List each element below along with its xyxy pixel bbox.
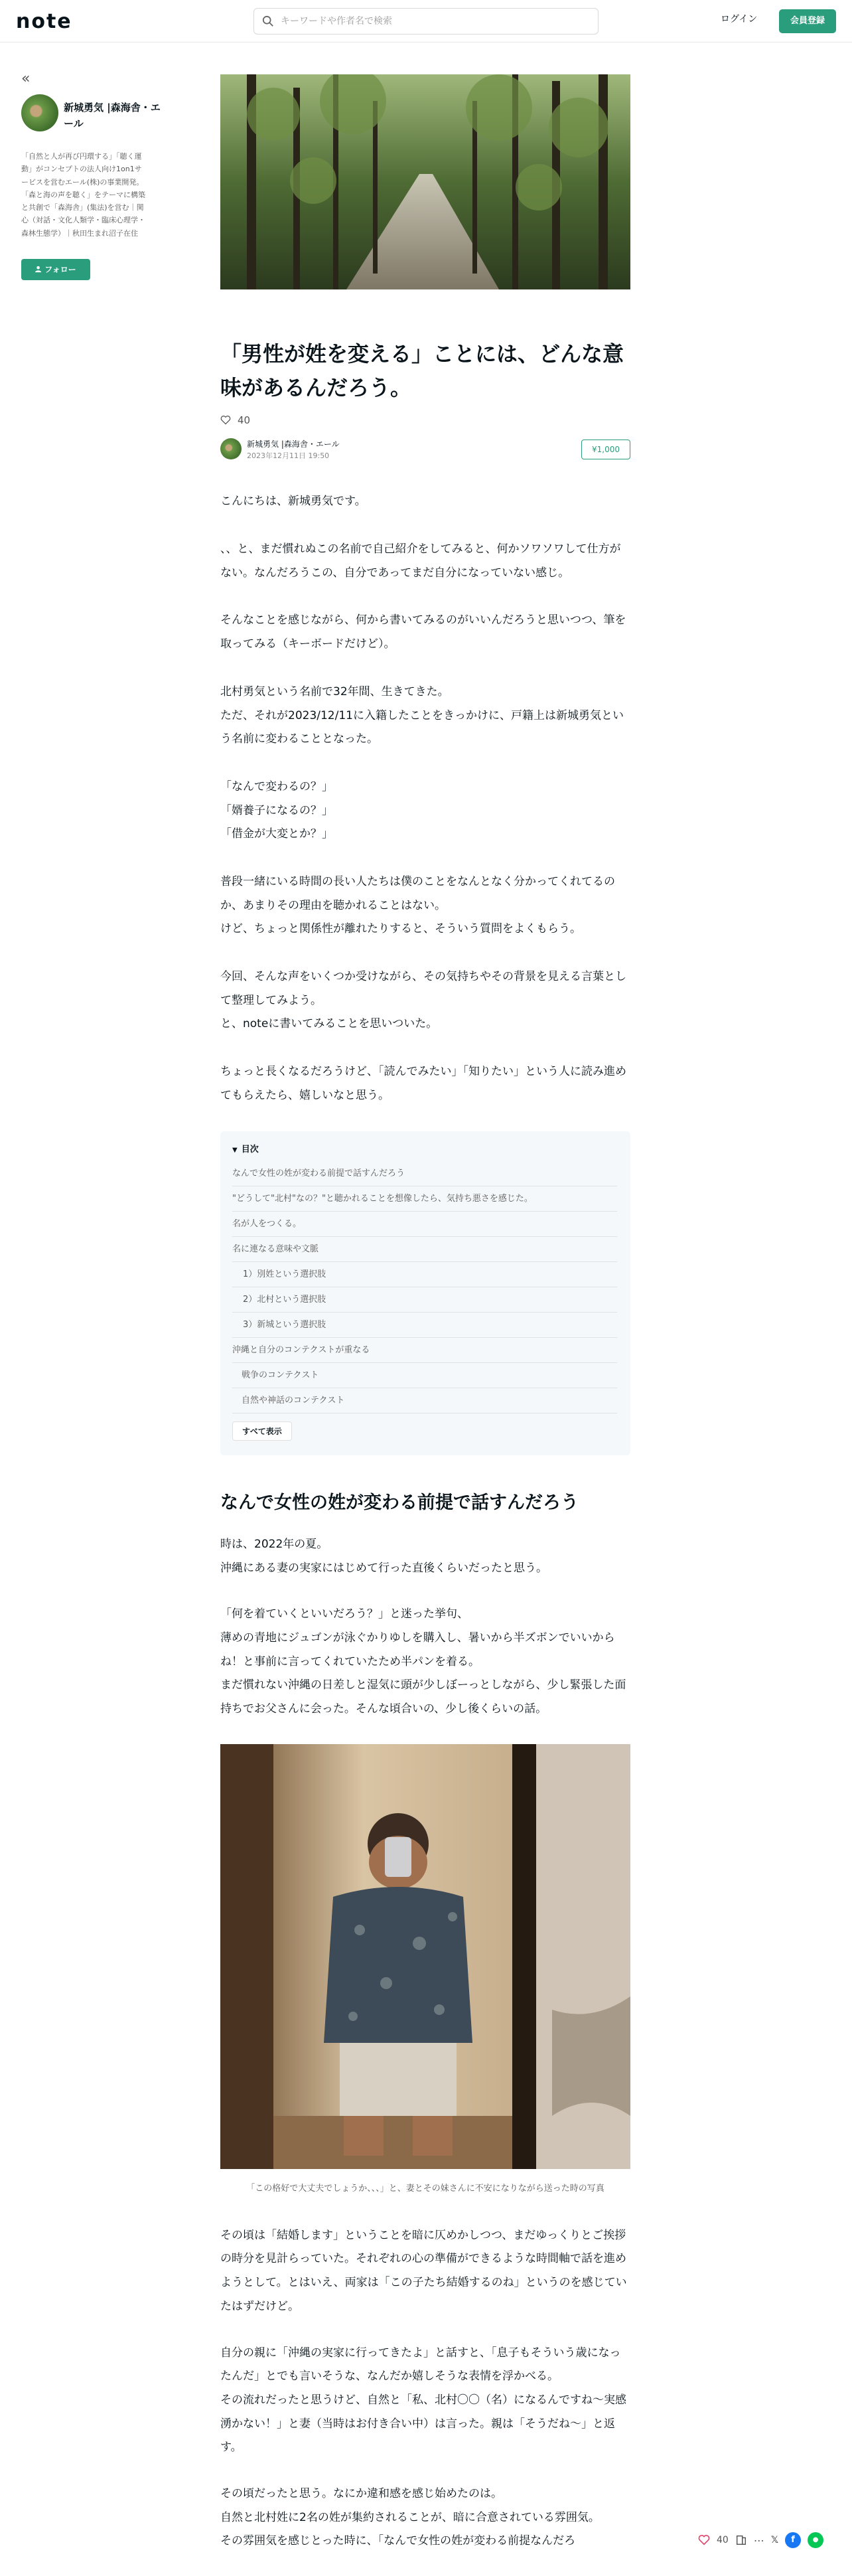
facebook-icon[interactable]: f (785, 2532, 801, 2548)
toc-item[interactable]: 戦争のコンテクスト (232, 1363, 617, 1388)
magazine-icon[interactable] (735, 2534, 747, 2546)
toc-item[interactable]: "どうして"北村"なの？"と聴かれることを想像したら、気持ち悪さを感じた。 (232, 1186, 617, 1212)
global-header (0, 0, 852, 42)
hero-image (220, 74, 630, 289)
creator-name[interactable]: 新城勇気 |森海舎・エール (64, 102, 161, 129)
article-body (220, 490, 630, 1107)
publish-date: 2023年12月11日 19:50 (247, 451, 330, 461)
author-name[interactable]: 新城勇気 |森海舎・エール (247, 440, 340, 449)
toc-heading[interactable] (232, 1142, 617, 1155)
price-button[interactable]: ¥1,000 (581, 440, 630, 459)
section-body-continued (220, 2224, 630, 2553)
toc-item[interactable]: 自然や神話のコンテクスト (232, 1388, 617, 1413)
caret-down-icon: ▼ (232, 1147, 238, 1155)
user-plus-icon (35, 266, 42, 273)
table-of-contents (220, 1131, 630, 1455)
creator-avatar[interactable] (21, 94, 58, 131)
paragraph: 自分の親に「沖縄の実家に行ってきたよ」と話すと、「息子もそういう歳になったんだ」とでも言いそうな、なんだか嬉しそうな表情を浮かべる。 その流れだったと思うけど、自然と「私、北村〇〇（名）になるんですね〜実感湧かない！」と妻（当時はお付き合い中）は言った。親は「そうだね〜」と返す。 (220, 2346, 626, 2455)
heart-icon (698, 2534, 710, 2546)
paragraph: こんにちは、新城勇気です。 (220, 495, 366, 509)
line-icon[interactable]: ● (808, 2532, 823, 2548)
toc-item[interactable]: 3）新城という選択肢 (232, 1313, 617, 1338)
article-title: 「男性が姓を変える」ことには、どんな意味があるんだろう。 (220, 341, 624, 401)
search-icon (262, 15, 274, 27)
search-box[interactable] (253, 8, 599, 35)
toc-item[interactable]: 名が人をつくる。 (232, 1212, 617, 1237)
paragraph: 「何を着ていくといいだろう？」と迷った挙句、 薄めの青地にジュゴンが泳ぐかりゆしを購入し、暑いから半ズボンでいいからね！と事前に言ってくれていたため半パンを着る。 まだ慣れない沖縄の日差しと湿気に頭が少しぼーっとしながら、少し緊張した面持ちでお父さんに会った。そんな頃合いの、少し後くらいの話。 (220, 1607, 626, 1716)
toc-item[interactable]: 2）北村という選択肢 (232, 1287, 617, 1313)
like-button[interactable] (698, 2534, 710, 2546)
search-input[interactable] (281, 9, 593, 34)
like-count: 40 (238, 414, 251, 427)
paragraph: 、、と、まだ慣れぬこの名前で自己紹介をしてみると、何かソワソワして仕方がない。なんだろうこの、自分であってまだ自分になっていない感じ。 (220, 542, 621, 580)
paragraph: 時は、2022年の夏。 沖縄にある妻の実家にはじめて行った直後くらいだったと思う。 (220, 1537, 547, 1575)
like-count-floating: 40 (717, 2535, 729, 2545)
author-row (220, 437, 630, 463)
paragraph: その頃だったと思う。なにか違和感を感じ始めたのは。 自然と北村姓に2名の姓が集約されることが、暗に合意されている雰囲気。 その雰囲気を感じとった時に、「なんで女性の姓が変わる前提なんだろ (220, 2486, 600, 2548)
toc-item[interactable]: 名に連なる意味や文脈 (232, 1237, 617, 1262)
x-icon[interactable]: 𝕏 (770, 2535, 779, 2545)
section-heading: なんで女性の姓が変わる前提で話すんだろう (220, 1492, 579, 1514)
login-link[interactable]: ログイン (721, 14, 758, 25)
floating-action-bar (698, 2528, 844, 2552)
mirror-selfie-photo (220, 1744, 630, 2169)
follow-label: フォロー (44, 265, 76, 274)
article-column (220, 74, 630, 2576)
like-count-row[interactable] (220, 414, 630, 426)
paragraph: 今回、そんな声をいくつか受けながら、その気持ちやその背景を見える言葉として整理してみよう。 と、noteに書いてみることを思いついた。 (220, 970, 626, 1031)
paragraph: 「なんで変わるの？」 「婿養子になるの？」 「借金が大変とか？」 (220, 779, 333, 841)
paragraph: 北村勇気という名前で32年間、生きてきた。 ただ、それが2023/12/11に入籍したことをきっかけに、戸籍上は新城勇気という名前に変わることとなった。 (220, 684, 624, 746)
paragraph: その頃は「結婚します」ということを暗に仄めかしつつ、まだゆっくりとご挨拶の時分を見計らっていた。それぞれの心の準備ができるような時間軸で話を進めようとして。とはいえ、両家は「この子たち結婚するのね」というのを感じていたはずだけど。 (220, 2228, 627, 2313)
photo-caption: 「この格好で大丈夫でしょうか、、、」と、妻とその妹さんに不安になりながら送った時の写真 (246, 2183, 604, 2194)
toc-heading-label: 目次 (241, 1145, 259, 1155)
toc-item[interactable]: なんで女性の姓が変わる前提で話すんだろう (232, 1161, 617, 1186)
forest-path-photo (220, 74, 630, 289)
paragraph: ちょっと長くなるだろうけど、「読んでみたい」「知りたい」という人に読み進めてもらえたら、嬉しいなと思う。 (220, 1065, 626, 1102)
author-avatar[interactable] (220, 438, 242, 459)
toc-item[interactable]: 1）別姓という選択肢 (232, 1262, 617, 1287)
signup-button[interactable]: 会員登録 (779, 9, 836, 33)
toc-item[interactable]: 沖縄と自分のコンテクストが重なる (232, 1338, 617, 1363)
selfie-image (220, 1744, 630, 2169)
creator-bio: 「自然と人が再び円環する」「聴く運動」がコンセプトの法人向け1on1サービスを営むエール(株)の事業開発。「森と海の声を聴く」をテーマに構築と共創で「森海舎」(集法)を営む｜関心（対話・文化人類学・臨床心理学・森林生態学）｜秋田生まれ沼子在住 (21, 152, 145, 238)
paragraph: そんなことを感じながら、何から書いてみるのがいいんだろうと思いつつ、筆を取ってみる（キーボードだけど）。 (220, 613, 626, 651)
collapse-sidebar-icon[interactable]: « (21, 70, 31, 87)
paragraph: 普段一緒にいる時間の長い人たちは僕のことをなんとなく分かってくれてるのか、あまりその理由を聴かれることはない。 けど、ちょっと関係性が離れたりすると、そういう質問をよくもらう。 (220, 874, 615, 936)
section-body (220, 1533, 630, 1722)
follow-button[interactable] (21, 259, 90, 280)
heart-icon[interactable] (220, 415, 231, 426)
more-icon[interactable]: ⋯ (753, 2534, 764, 2547)
toc-show-all-button[interactable]: すべて表示 (232, 1421, 292, 1441)
note-logo[interactable]: note (16, 10, 72, 33)
